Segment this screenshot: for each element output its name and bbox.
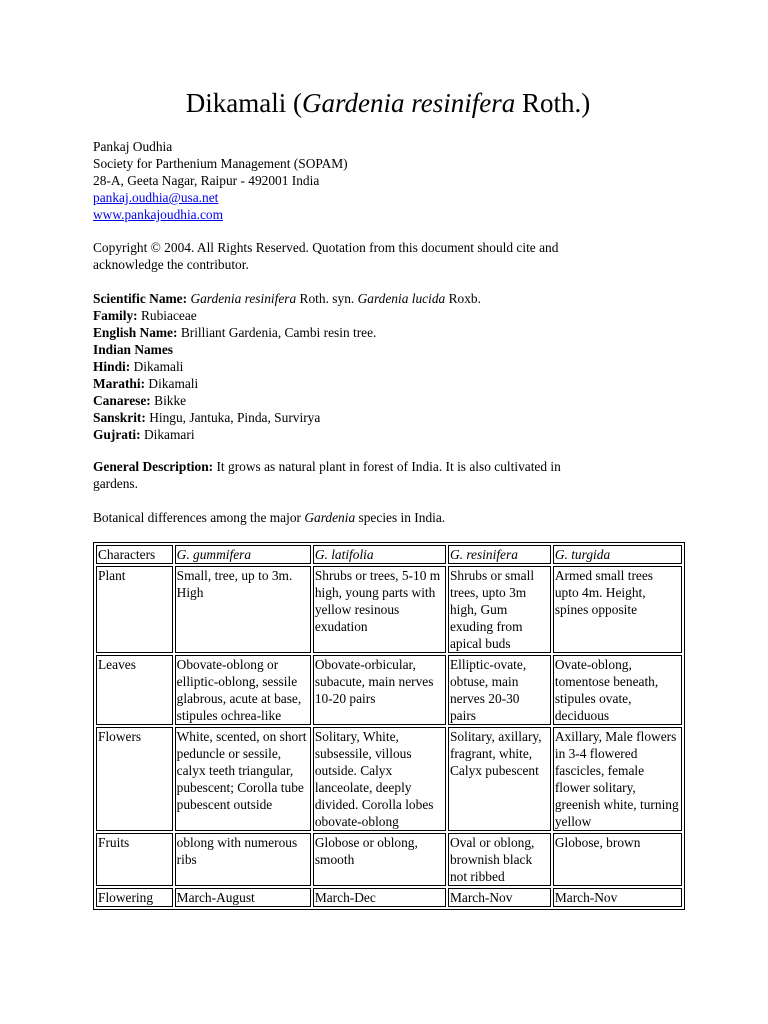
author-org: Society for Parthenium Management (SOPAM) bbox=[93, 156, 348, 171]
table-cell: Globose or oblong, smooth bbox=[313, 833, 446, 886]
table-cell: Ovate-oblong, tomentose beneath, stipules ovate, deciduous bbox=[553, 655, 682, 725]
table-row bbox=[96, 655, 682, 725]
row-label: Plant bbox=[96, 566, 173, 653]
table-cell: March-August bbox=[175, 888, 311, 907]
hindi-name: Hindi: Dikamali bbox=[93, 359, 184, 374]
table-cell: Solitary, axillary, fragrant, white, Calyx pubescent bbox=[448, 727, 551, 831]
author-website-link[interactable]: www.pankajoudhia.com bbox=[93, 207, 224, 222]
table-header-cell: G. latifolia bbox=[313, 545, 446, 564]
table-header-cell: G. turgida bbox=[553, 545, 682, 564]
table-cell: oblong with numerous ribs bbox=[175, 833, 311, 886]
author-name: Pankaj Oudhia bbox=[93, 139, 173, 154]
row-label: Leaves bbox=[96, 655, 173, 725]
table-cell: White, scented, on short peduncle or sessile, calyx teeth triangular, pubescent; Corolla tube pubescent outside bbox=[175, 727, 311, 831]
row-label: Flowers bbox=[96, 727, 173, 831]
author-block bbox=[93, 138, 693, 223]
table-cell: March-Dec bbox=[313, 888, 446, 907]
table-cell: Obovate-orbicular, subacute, main nerves 10-20 pairs bbox=[313, 655, 446, 725]
table-cell: Small, tree, up to 3m. High bbox=[175, 566, 311, 653]
table-cell: Axillary, Male flowers in 3-4 flowered fascicles, female flower solitary, greenish white, turning yellow bbox=[553, 727, 682, 831]
table-cell: Globose, brown bbox=[553, 833, 682, 886]
document-title: Dikamali (Gardenia resinifera Roth.) bbox=[185, 88, 591, 118]
plant-info bbox=[93, 290, 693, 443]
table-header-cell: G. gummifera bbox=[175, 545, 311, 564]
row-label: Fruits bbox=[96, 833, 173, 886]
row-label: Flowering bbox=[96, 888, 173, 907]
table-cell: Elliptic-ovate, obtuse, main nerves 20-30 pairs bbox=[448, 655, 551, 725]
table-row bbox=[96, 833, 682, 886]
table-row bbox=[96, 727, 682, 831]
table-cell: Armed small trees upto 4m. Height, spines opposite bbox=[553, 566, 682, 653]
table-cell: Shrubs or trees, 5-10 m high, young parts with yellow resinous exudation bbox=[313, 566, 446, 653]
canarese-name: Canarese: Bikke bbox=[93, 393, 187, 408]
gujrati-name: Gujrati: Dikamari bbox=[93, 427, 195, 442]
table-cell: Solitary, White, subsessile, villous outside. Calyx lanceolate, deeply divided. Corolla lobes obovate-oblong bbox=[313, 727, 446, 831]
table-cell: March-Nov bbox=[553, 888, 682, 907]
sanskrit-name: Sanskrit: Hingu, Jantuka, Pinda, Survirya bbox=[93, 410, 321, 425]
table-row bbox=[96, 566, 682, 653]
family: Family: Rubiaceae bbox=[93, 308, 197, 323]
table-cell: Obovate-oblong or elliptic-oblong, sessile glabrous, acute at base, stipules ochrea-like bbox=[175, 655, 311, 725]
table-header-cell: G. resinifera bbox=[448, 545, 551, 564]
author-address: 28-A, Geeta Nagar, Raipur - 492001 India bbox=[93, 173, 320, 188]
general-description: General Description: It grows as natural plant in forest of India. It is also cultivated in gardens. bbox=[93, 459, 561, 491]
table-header-row bbox=[96, 545, 682, 564]
english-name: English Name: Brilliant Gardenia, Cambi resin tree. bbox=[93, 325, 377, 340]
table-cell: Shrubs or small trees, upto 3m high, Gum exuding from apical buds bbox=[448, 566, 551, 653]
copyright-notice: Copyright © 2004. All Rights Reserved. Quotation from this document should cite and acknowledge the contributor. bbox=[93, 240, 559, 272]
table-cell: Oval or oblong, brownish black not ribbed bbox=[448, 833, 551, 886]
marathi-name: Marathi: Dikamali bbox=[93, 376, 199, 391]
table-header-cell: Characters bbox=[96, 545, 173, 564]
indian-names-heading: Indian Names bbox=[93, 342, 173, 357]
scientific-name: Scientific Name: Gardenia resinifera Roth. syn. Gardenia lucida Roxb. bbox=[93, 291, 481, 306]
botanical-intro: Botanical differences among the major Gardenia species in India. bbox=[93, 510, 446, 525]
table-row bbox=[96, 888, 682, 907]
author-email-link[interactable]: pankaj.oudhia@usa.net bbox=[93, 190, 219, 205]
species-comparison-table bbox=[93, 542, 685, 910]
table-cell: March-Nov bbox=[448, 888, 551, 907]
